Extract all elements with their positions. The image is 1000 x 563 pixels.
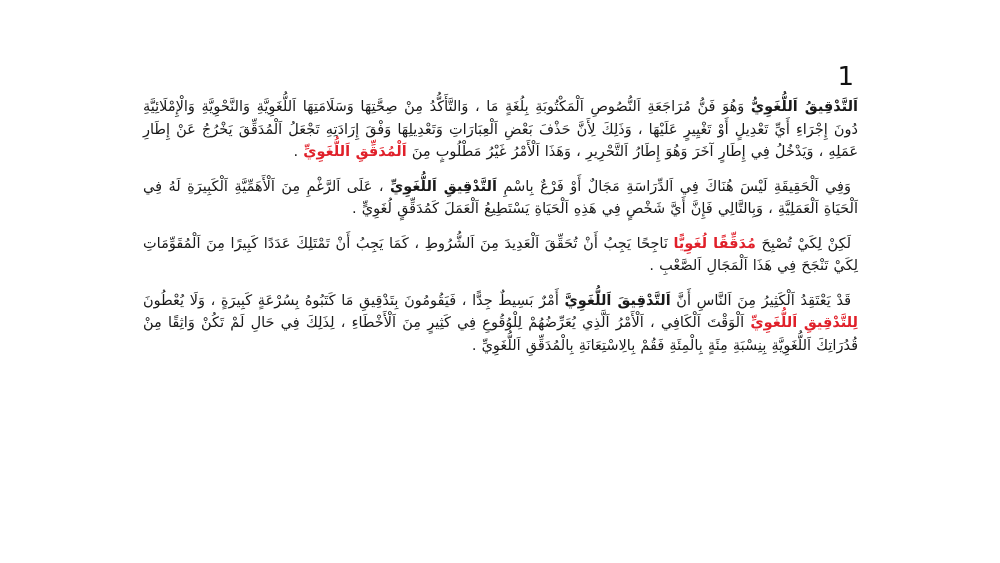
document-body xyxy=(143,96,858,369)
highlighted-term: اَلتَّدْقِيقُ اَللُّغَوِيُّ xyxy=(750,99,858,115)
highlighted-term: لِلتَّدْقِيقِ اَللُّغَوِيِّ xyxy=(750,315,858,331)
paragraph-p3 xyxy=(143,233,858,278)
paragraph-p1 xyxy=(143,96,858,164)
paragraph-p4 xyxy=(143,290,858,358)
highlighted-term: اَلتَّدْقِيقِ اَللُّغَوِيِّ xyxy=(389,178,497,195)
highlighted-term: مُدَقِّقًا لُغَوِيًّا xyxy=(673,235,756,252)
text-run: اَلْوَقْتَ اَلْكَافِي ، اَلْأَمْرُ اَلَّذِي يُعَرِّضُهُمْ لِلْوُقُوعِ فِي كَثِيرٍ مِنَ اَلْأَخْطَاءِ ، لِذَلِكَ فِي حَالِ لَمْ تَكُنْ وَاثِقًا مِنْ قُدُرَاتِكَ اَللُّغَوِيَّةِ بِنِسْبَةِ مِئَةٍ بِالْمِئَةِ فَقُمْ بِالِاسْتِعَانَةِ بِالْمُدَقِّقِ اَللُّغَوِيِّ . xyxy=(143,315,858,354)
text-run: . xyxy=(293,144,304,160)
page-number: 1 xyxy=(837,62,854,92)
text-run: قَدْ يَعْتَقِدُ اَلْكَثِيرُ مِنَ اَلنَّاسِ أَنَّ xyxy=(670,292,851,309)
text-run: أَمْرٌ بَسِيطٌ جِدًّا ، فَيَقُومُونَ بِتَدْقِيقِ مَا كَتَبُوهُ بِسُرْعَةٍ كَبِيرَةٍ ، وَلَا يُعْطُونَ xyxy=(143,292,565,309)
text-run: وَهُوَ فَنُّ مُرَاجَعَةِ اَلنُّصُوصِ اَلْمَكْتُوبَةِ بِلُغَةٍ مَا ، وَالتَّأَكُّدُ مِنْ صِحَّتِهَا وَسَلَامَتِهَا اَللُّغَوِيَّةِ وَالنَّحْوِيَّةِ وَالْإِمْلَائِيَّةِ دُونَ إِجْرَاءِ أَيِّ تَعْدِيلٍ أَوْ تَغْيِيرٍ عَلَيْهَا ، وَذَلِكَ لِأَنَّ حَذْفَ بَعْضِ اَلْعِبَارَاتِ وَتَعْدِيلِهَا وَفْقَ إِرَادَتِهِ تَجْعَلُ اَلْمُدَقِّقَ يَخْرُجُ عَنْ إِطَارِ عَمَلِهِ ، وَيَدْخُلُ فِي إِطَارٍ آخَرَ وَهُوَ إِطَارُ اَلتَّحْرِيرِ ، وَهَذَا اَلْأَمْرُ غَيْرُ مَطْلُوبٍ مِنَ xyxy=(143,99,858,160)
paragraph-p2 xyxy=(143,176,858,221)
text-run: لَكِنْ لِكَيْ تُصْبِحَ xyxy=(755,235,851,252)
highlighted-term: اَلْمُدَقِّقِ اَللُّغَوِيِّ xyxy=(303,144,407,160)
text-run: نَاجِحًا يَجِبُ أَنْ تُحَقِّقَ اَلْعَدِيدَ مِنَ اَلشُّرُوطِ ، كَمَا يَجِبُ أَنْ تَمْتَلِكَ عَدَدًا كَبِيرًا مِنَ اَلْمُقَوِّمَاتِ لِكَيْ تَنْجَحَ فِي هَذَا اَلْمَجَالِ اَلصَّعْبِ . xyxy=(143,235,858,274)
text-run: وَفِي اَلْحَقِيقَةِ لَيْسَ هُنَاكَ فِي اَلدِّرَاسَةِ مَجَالٌ أَوْ فَرْعٌ بِاسْمِ xyxy=(496,178,851,195)
highlighted-term: اَلتَّدْقِيقَ اَللُّغَوِيَّ xyxy=(564,292,671,309)
text-run: ، عَلَى اَلرَّغْمِ مِنَ اَلْأَهَمِّيَّةِ اَلْكَبِيرَةِ لَهُ فِي اَلْحَيَاةِ اَلْعَمَلِيَّةِ ، وَبِالتَّالِي فَإِنَّ أَيَّ شَخْصٍ فِي هَذِهِ اَلْحَيَاةِ يَسْتَطِيعُ اَلْعَمَلَ كَمُدَقِّقٍ لُغَوِيٍّ . xyxy=(143,178,858,217)
